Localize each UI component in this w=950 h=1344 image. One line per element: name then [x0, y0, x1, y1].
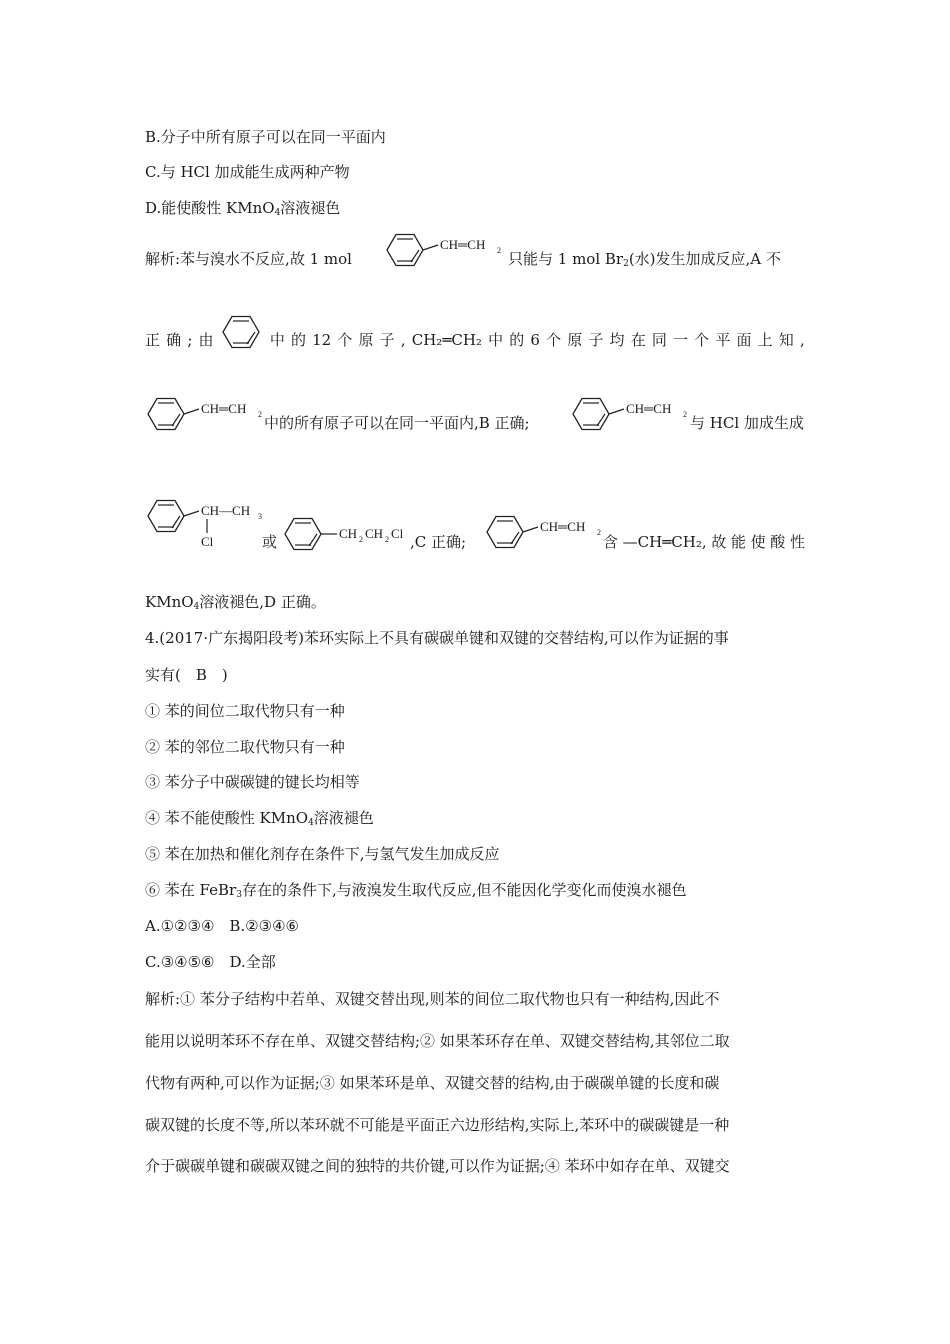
svg-text:CH═CH: CH═CH: [626, 401, 672, 416]
chloroethyl-structure: [282, 516, 412, 552]
styrene-structure-3: [570, 396, 690, 432]
chloroethylbenzene-structure: [145, 498, 270, 558]
analysis3-line3-a: 中的所有原子可以在同一平面内,B 正确;: [264, 414, 530, 432]
analysis3-line1-b: 只能与 1 mol $Br_2$(水)发生加成反应,A 不: [508, 250, 781, 269]
analysis3-or: 或: [262, 533, 278, 551]
svg-text:2: 2: [683, 410, 687, 419]
option-d: D.能使酸性 KMnO$_4$溶液褪色: [145, 199, 341, 218]
question4-item-1: ① 苯的间位二取代物只有一种: [145, 702, 345, 720]
benzene-structure: [220, 314, 264, 350]
styrene-structure-2: [145, 396, 265, 432]
question4-choices-ab: A.①②③④ B.②③④⑥: [145, 917, 299, 935]
styrene-structure-1: [384, 232, 509, 268]
analysis3-line5: KMnO$_4$溶液褪色,D 正确。: [145, 593, 326, 612]
svg-text:3: 3: [258, 512, 262, 521]
question4-item-3: ③ 苯分子中碳碳键的键长均相等: [145, 773, 360, 791]
svg-text:CH: CH: [339, 526, 358, 541]
vinyl-subscript: 2: [497, 246, 501, 255]
analysis3-line2: 正 确 ; 由 中 的 12 个 原 子 , CH₂═CH₂ 中 的 6 个 原 子 均 在 同 一 个 平 面 上 知 ,: [145, 330, 805, 350]
analysis3-line3-b: 与 HCl 加成生成: [690, 414, 804, 432]
analysis3-line1-a: 解析:苯与溴水不反应,故 1 mol: [145, 250, 352, 268]
svg-text:2: 2: [359, 535, 363, 544]
question4-choices-cd: C.③④⑤⑥ D.全部: [145, 953, 276, 971]
svg-text:Cl: Cl: [391, 526, 404, 541]
ethyl-label: CH—CH: [201, 503, 251, 518]
analysis3-line4-b: 含 —CH═CH₂, 故 能 使 酸 性: [603, 533, 805, 551]
vinyl-label: CH═CH: [440, 237, 486, 252]
analysis4-line-4: 碳双键的长度不等,所以苯环就不可能是平面正六边形结构,实际上,苯环中的碳碳键是一种: [145, 1116, 730, 1134]
question4-stem-1: 4.(2017·广东揭阳段考)苯环实际上不具有碳碳单键和双键的交替结构,可以作为证据的事: [145, 629, 729, 647]
chlorine-label: Cl: [201, 534, 214, 549]
svg-text:CH═CH: CH═CH: [540, 519, 586, 534]
option-b: B.分子中所有原子可以在同一平面内: [145, 128, 386, 146]
question4-item-5: ⑤ 苯在加热和催化剂存在条件下,与氢气发生加成反应: [145, 845, 500, 863]
question4-item-4: ④ 苯不能使酸性 KMnO$_4$溶液褪色: [145, 809, 374, 828]
analysis4-line-1: 解析:① 苯分子结构中若单、双键交替出现,则苯的间位二取代物也只有一种结构,因此不: [145, 990, 720, 1008]
svg-text:2: 2: [597, 528, 601, 537]
svg-text:2: 2: [258, 410, 262, 419]
svg-text:CH: CH: [365, 526, 384, 541]
question4-stem-2: 实有( B ): [145, 666, 228, 684]
analysis4-line-5: 介于碳碳单键和碳碳双键之间的独特的共价键,可以作为证据;④ 苯环中如存在单、双键交: [145, 1157, 730, 1175]
question4-item-6: ⑥ 苯在 FeBr$_3$存在的条件下,与液溴发生取代反应,但不能因化学变化而使溴水褪色: [145, 881, 687, 900]
benzene-structure-slot: [220, 330, 264, 350]
option-c: C.与 HCl 加成能生成两种产物: [145, 163, 350, 181]
styrene-structure-4: [484, 514, 604, 550]
analysis4-line-3: 代物有两种,可以作为证据;③ 如果苯环是单、双键交替的结构,由于碳碳单键的长度和碳: [145, 1074, 720, 1092]
svg-text:2: 2: [385, 535, 389, 544]
question4-item-2: ② 苯的邻位二取代物只有一种: [145, 738, 345, 756]
analysis3-line4-a: ,C 正确;: [410, 533, 467, 551]
analysis4-line-2: 能用以说明苯环不存在单、双键交替结构;② 如果苯环存在单、双键交替结构,其邻位二取: [145, 1032, 730, 1050]
svg-text:CH═CH: CH═CH: [201, 401, 247, 416]
